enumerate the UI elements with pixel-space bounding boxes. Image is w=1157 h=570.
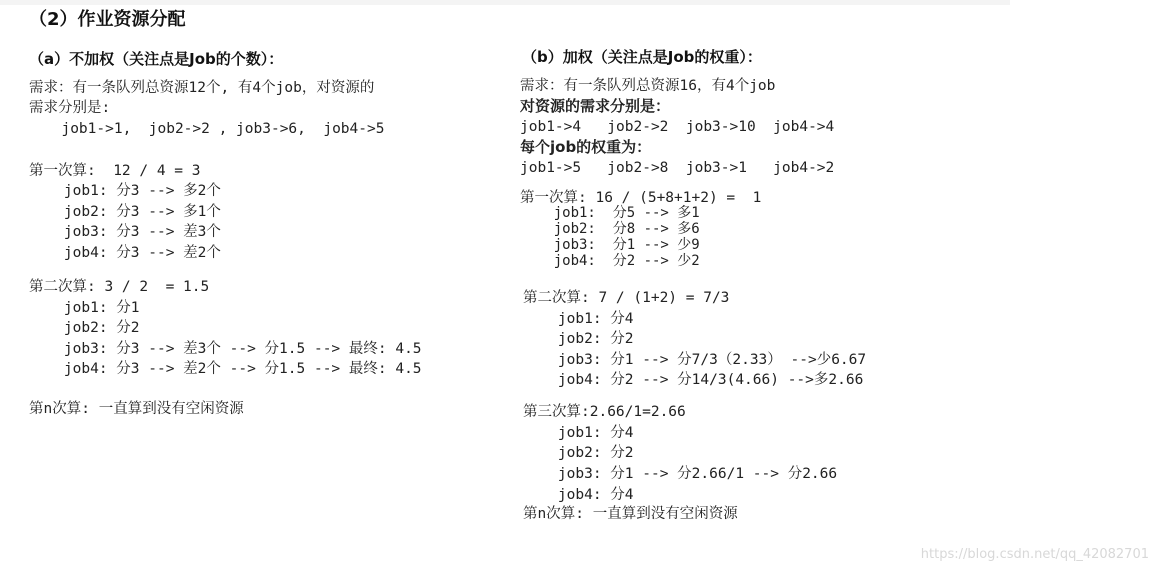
right-round2-job2: job2: 分2 [523,331,634,347]
left-section-title: （a）不加权（关注点是Job的个数）： [29,50,284,68]
right-roundn: 第n次算: 一直算到没有空闲资源 [523,506,738,522]
right-round3-job2: job2: 分2 [523,445,634,461]
right-demand-line-1: 需求：有一条队列总资源16，有4个job [520,78,776,94]
right-round1-title: 第一次算: 16 / (5+8+1+2) = 1 [520,190,762,206]
right-round3-job1: job1: 分4 [523,425,634,441]
right-round2-job1: job1: 分4 [523,311,634,327]
right-round1-job4: job4: 分2 --> 少2 [520,253,700,269]
right-round2-title: 第二次算: 7 / (1+2) = 7/3 [523,290,730,306]
left-round1-job4: job4: 分3 --> 差2个 [29,245,221,261]
top-divider-strip [0,0,1010,5]
right-weight-values: job1->5 job2->8 job3->1 job4->2 [520,160,835,176]
left-round2-job2: job2: 分2 [29,320,140,336]
right-round2-job3: job3: 分1 --> 分7/3（2.33） -->少6.67 [523,352,867,368]
right-round3-title: 第三次算:2.66/1=2.66 [523,404,686,420]
left-round1-job3: job3: 分3 --> 差3个 [29,224,221,240]
right-round1-job3: job3: 分1 --> 少9 [520,237,700,253]
right-round1-job1: job1: 分5 --> 多1 [520,205,700,221]
left-round1-job1: job1: 分3 --> 多2个 [29,183,221,199]
left-round1-job2: job2: 分3 --> 多1个 [29,204,221,220]
watermark: https://blog.csdn.net/qq_42082701 [920,547,1149,562]
left-round2-job1: job1: 分1 [29,300,140,316]
right-demand-line-2: 对资源的需求分别是： [520,97,671,115]
section-heading: （2）作业资源分配 [29,9,186,30]
right-round2-job4: job4: 分2 --> 分14/3(4.66) -->多2.66 [523,372,864,388]
right-demand-values: job1->4 job2->2 job3->10 job4->4 [520,119,835,135]
right-round3-job4: job4: 分4 [523,487,634,503]
right-weight-title: 每个job的权重为： [520,138,652,156]
right-round1-job2: job2: 分8 --> 多6 [520,221,700,237]
left-round2-title: 第二次算: 3 / 2 = 1.5 [29,279,210,295]
left-round1-title: 第一次算: 12 / 4 = 3 [29,163,201,179]
left-demand-line-2: 需求分别是: [29,100,111,116]
right-section-title: （b）加权（关注点是Job的权重）： [522,48,762,66]
left-round2-job4: job4: 分3 --> 差2个 --> 分1.5 --> 最终: 4.5 [29,361,422,377]
left-demand-values: job1->1, job2->2 , job3->6, job4->5 [44,121,385,137]
left-round2-job3: job3: 分3 --> 差3个 --> 分1.5 --> 最终: 4.5 [29,341,422,357]
left-roundn: 第n次算: 一直算到没有空闲资源 [29,401,244,417]
right-round3-job3: job3: 分1 --> 分2.66/1 --> 分2.66 [523,466,838,482]
left-demand-line-1: 需求：有一条队列总资源12个, 有4个job，对资源的 [29,80,375,96]
